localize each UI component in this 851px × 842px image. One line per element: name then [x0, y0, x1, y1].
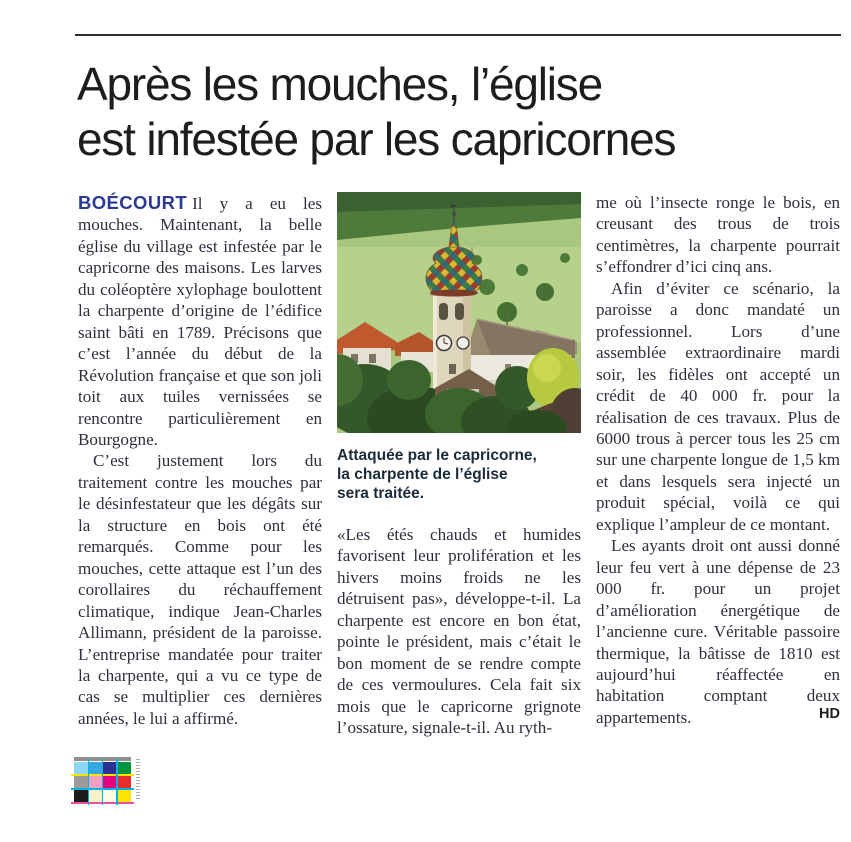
registration-line-vertical: [102, 759, 104, 805]
color-patch: [117, 776, 131, 788]
article-body: [78, 192, 841, 739]
paragraph-text: Il y a eu les mouches. Maintenant, la belle église du village est infestée par le capricorne des maisons. Les larves du coléoptère xylophage boulottent la charpente d’origine de l’édifice saint bâti en 1789. Précisons que c’est l’année du début de la Révolution française et que son joli toit aux tuiles vernissées se rencontre particulièrement en Bourgogne.: [78, 194, 322, 449]
photo-caption-line: Attaquée par le capricorne,: [337, 447, 537, 464]
paragraph-text: Les ayants droit ont aussi donné leur feu vert à une dépense de 23 000 fr. pour un projet d’amélioration énergétique de l’ancienne cure. Véritable passoire thermique, la bâtisse de 1810 est aujourd’hui réaffectée en habitation comptant deux appartements.: [596, 536, 840, 727]
color-patch: [74, 762, 88, 774]
author-initials: HD: [819, 705, 840, 722]
paragraph: [596, 192, 840, 278]
photo-caption: [337, 446, 581, 503]
article-column-right: [596, 192, 840, 739]
paragraph-text: «Les étés chauds et humides favorisent leur prolifération et les hivers moins froids ne les détruisent pas», développe-t-il. La charpente est encore en bon état, pointe le président, mais c’était le bon moment de se rendre compte de ces vermoulures. Cela fait six mois que le capricorne grignote l’ossature, signale-t-il. Au ryth-: [337, 525, 581, 738]
color-patch: [74, 776, 88, 788]
paragraph: [78, 450, 322, 729]
color-patch: [103, 790, 117, 802]
article-column-left: [78, 192, 322, 739]
top-rule: [75, 34, 841, 36]
color-patch: [74, 790, 88, 802]
print-color-calibration-bar: [74, 757, 140, 807]
headline-line: est infestée par les capricornes: [77, 113, 676, 165]
headline: [77, 57, 849, 167]
paragraph-text: C’est justement lors du traitement contre les mouches par le désinfestateur que les dégâts sur la structure en bois ont été remarqués. Comme pour les mouches, cette attaque est l’un des corollaires du réchauffement climatique, indique Jean-Charles Allimann, président de la paroisse. L’entreprise mandatée pour traiter la charpente, qui a vu ce type de cas se multiplier ces dernières années, le lui a affirmé.: [78, 451, 322, 728]
color-patch: [117, 762, 131, 774]
color-patch: [88, 790, 102, 802]
paragraph: [78, 192, 322, 450]
paragraph-text: me où l’insecte ronge le bois, en creusant des trous de trois centimètres, la charpente pourrait s’effondrer d’ici cinq ans.: [596, 193, 840, 277]
color-patch: [88, 762, 102, 774]
church-photo-illustration: [337, 192, 581, 433]
church-photo: [337, 192, 581, 433]
photo-caption-line: sera traitée.: [337, 485, 425, 502]
registration-line-vertical: [88, 759, 90, 805]
paragraph: [596, 535, 840, 728]
paragraph: [337, 524, 581, 739]
color-patch: [117, 790, 131, 802]
paragraph: [596, 278, 840, 535]
photo-caption-line: la charpente de l’église: [337, 466, 508, 483]
paragraph-text: Afin d’éviter ce scénario, la paroisse a donc mandaté un professionnel. Lors d’une assemblée extraordinaire mardi soir, les fidèles ont accepté un crédit de 40 000 fr. pour la réalisation de ces travaux. Plus de 6000 trous à percer tous les 25 cm sur une charpente longue de 1,5 km et dans lesquels sera injecté un produit spécial, voilà ce qui explique l’ampleur de ce montant.: [596, 278, 840, 534]
color-patch: [103, 762, 117, 774]
article-column-middle: [337, 192, 581, 739]
headline-line: Après les mouches, l’église: [77, 58, 602, 110]
color-patch: [88, 776, 102, 788]
print-mark-micro-text: [136, 759, 140, 799]
registration-line-vertical: [116, 759, 118, 805]
color-patch: [103, 776, 117, 788]
dateline: BOÉCOURT: [78, 192, 188, 213]
